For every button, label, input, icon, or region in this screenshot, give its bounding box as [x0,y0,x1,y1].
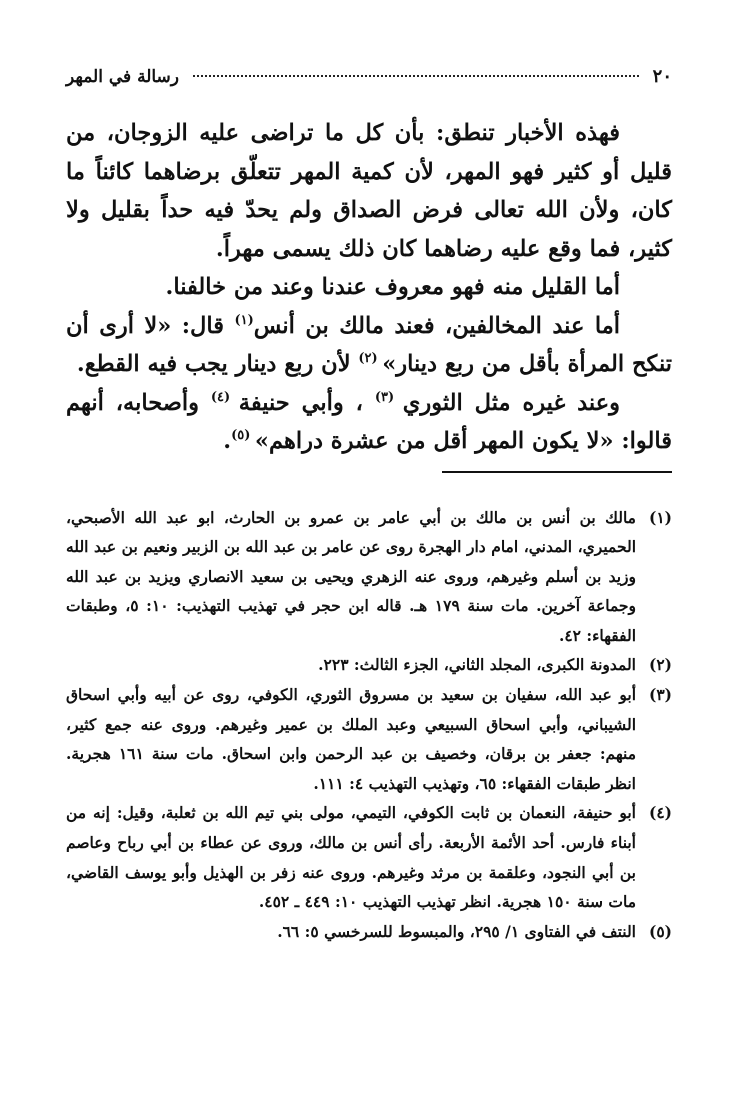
footnote-item [66,650,672,680]
footnote-ref-5: (٥) [231,428,255,443]
footnote-number: (٢) [648,655,672,675]
paragraph-1: فهذه الأخبار تنطق: بأن كل ما تراضى عليه الزوجان، من قليل أو كثير فهو المهر، لأن كمية المهر تتعلّق برضاهما كائناً ما كان، ولأن الله تعالى فرض الصداق ولم يحدّ فيه حداً بقليل ولا كثير، فما وقع عليه رضاهما كان ذلك يسمى مهراً. [66,120,672,262]
footnote-ref-2: (٢) [358,351,383,366]
page-header [66,66,672,96]
footnotes [66,503,672,947]
footnote-item [66,798,672,916]
footnote-ref-4: (٤) [210,389,239,405]
paragraph-4 [66,384,672,461]
running-title: رسالة في المهر [66,67,180,87]
footnote-item [66,680,672,798]
footnote-number: (٤) [648,803,672,823]
footnote-item [66,503,672,651]
footnote-text: مالك بن أنس بن مالك بن أبي عامر بن عمرو بن الحارث، ابو عبد الله الأصبحي، الحميري، المدني، امام دار الهجرة روى عن عامر بن عبد الله بن الزبير ونعيم بن عبد الله وزيد بن أسلم وغيرهم، وروى عنه الزهري ويحيى بن سعيد الانصاري ويزيد بن عبد الله وجماعة آخرين. مات سنة ١٧٩ هـ. قاله ابن حجر في تهذيب التهذيب: ١٠: ٥، وطبقات الفقهاء: ٤٢. [66,507,636,645]
footnote-text: النتف في الفتاوى ١/ ٢٩٥، والمبسوط للسرخسي ٥: ٦٦. [277,921,636,941]
paragraph-4-text-a: وعند غيره مثل الثوري [402,389,621,416]
paragraph-4-text-c: وأصحابه، أنهم قالوا: «لا يكون المهر أقل من عشرة دراهم» [66,389,672,454]
paragraph-4-text-d: . [223,428,232,454]
paragraph-4-text-b: ، وأبي حنيفة [238,389,375,416]
paragraph-3-text-c: لأن ربع دينار يجب فيه القطع. [76,351,359,377]
footnote-ref-3: (٣) [374,389,403,405]
paragraph-2: أما القليل منه فهو معروف عندنا وعند من خالفنا. [165,274,620,300]
footnote-number: (٣) [648,685,672,705]
paragraph-3 [66,307,672,384]
footnote-number: (٥) [648,921,672,941]
paragraph-3-text-b: قال: «لا أرى أن تنكح المرأة بأقل من ربع دينار» [66,312,672,377]
footnote-number: (١) [648,507,672,527]
footnote-text: أبو عبد الله، سفيان بن سعيد بن مسروق الثوري، الكوفي، روى عن أبيه وأبي اسحاق الشيباني، وأبي اسحاق السبيعي وعبد الملك بن عمير وغيرهم. وروى عنه جمع كثير، منهم: جعفر بن برقان، وخصيف بن عبد الرحمن وابن اسحاق. مات سنة ١٦١ هجرية. انظر طبقات الفقهاء: ٦٥، وتهذيب التهذيب ٤: ١١١. [66,685,637,793]
main-text [66,114,672,461]
footnote-ref-1: (١) [234,312,254,328]
header-dotted-leader [193,75,639,77]
paragraph-3-text-a: أما عند المخالفين، فعند مالك بن أنس [253,312,620,339]
page-number: ٢٠ [652,66,672,87]
footnote-separator [442,471,672,473]
footnote-item [66,917,672,947]
footnote-text: أبو حنيفة، النعمان بن ثابت الكوفي، التيمي، مولى بني تيم الله بن ثعلبة، وقيل: إنه من أبناء فارس. أحد الأئمة الأربعة. رأى أنس بن مالك، وروى عن عطاء بن أبي رباح وعاصم بن أبي النجود، وعلقمة بن مرثد وغيرهم. وروى عنه زفر بن الهذيل وأبو يوسف القاضي، مات سنة ١٥٠ هجرية. انظر تهذيب التهذيب ١٠: ٤٤٩ ـ ٤٥٢. [66,803,636,912]
footnote-text: المدونة الكبرى، المجلد الثاني، الجزء الثالث: ٢٢٣. [318,655,636,675]
